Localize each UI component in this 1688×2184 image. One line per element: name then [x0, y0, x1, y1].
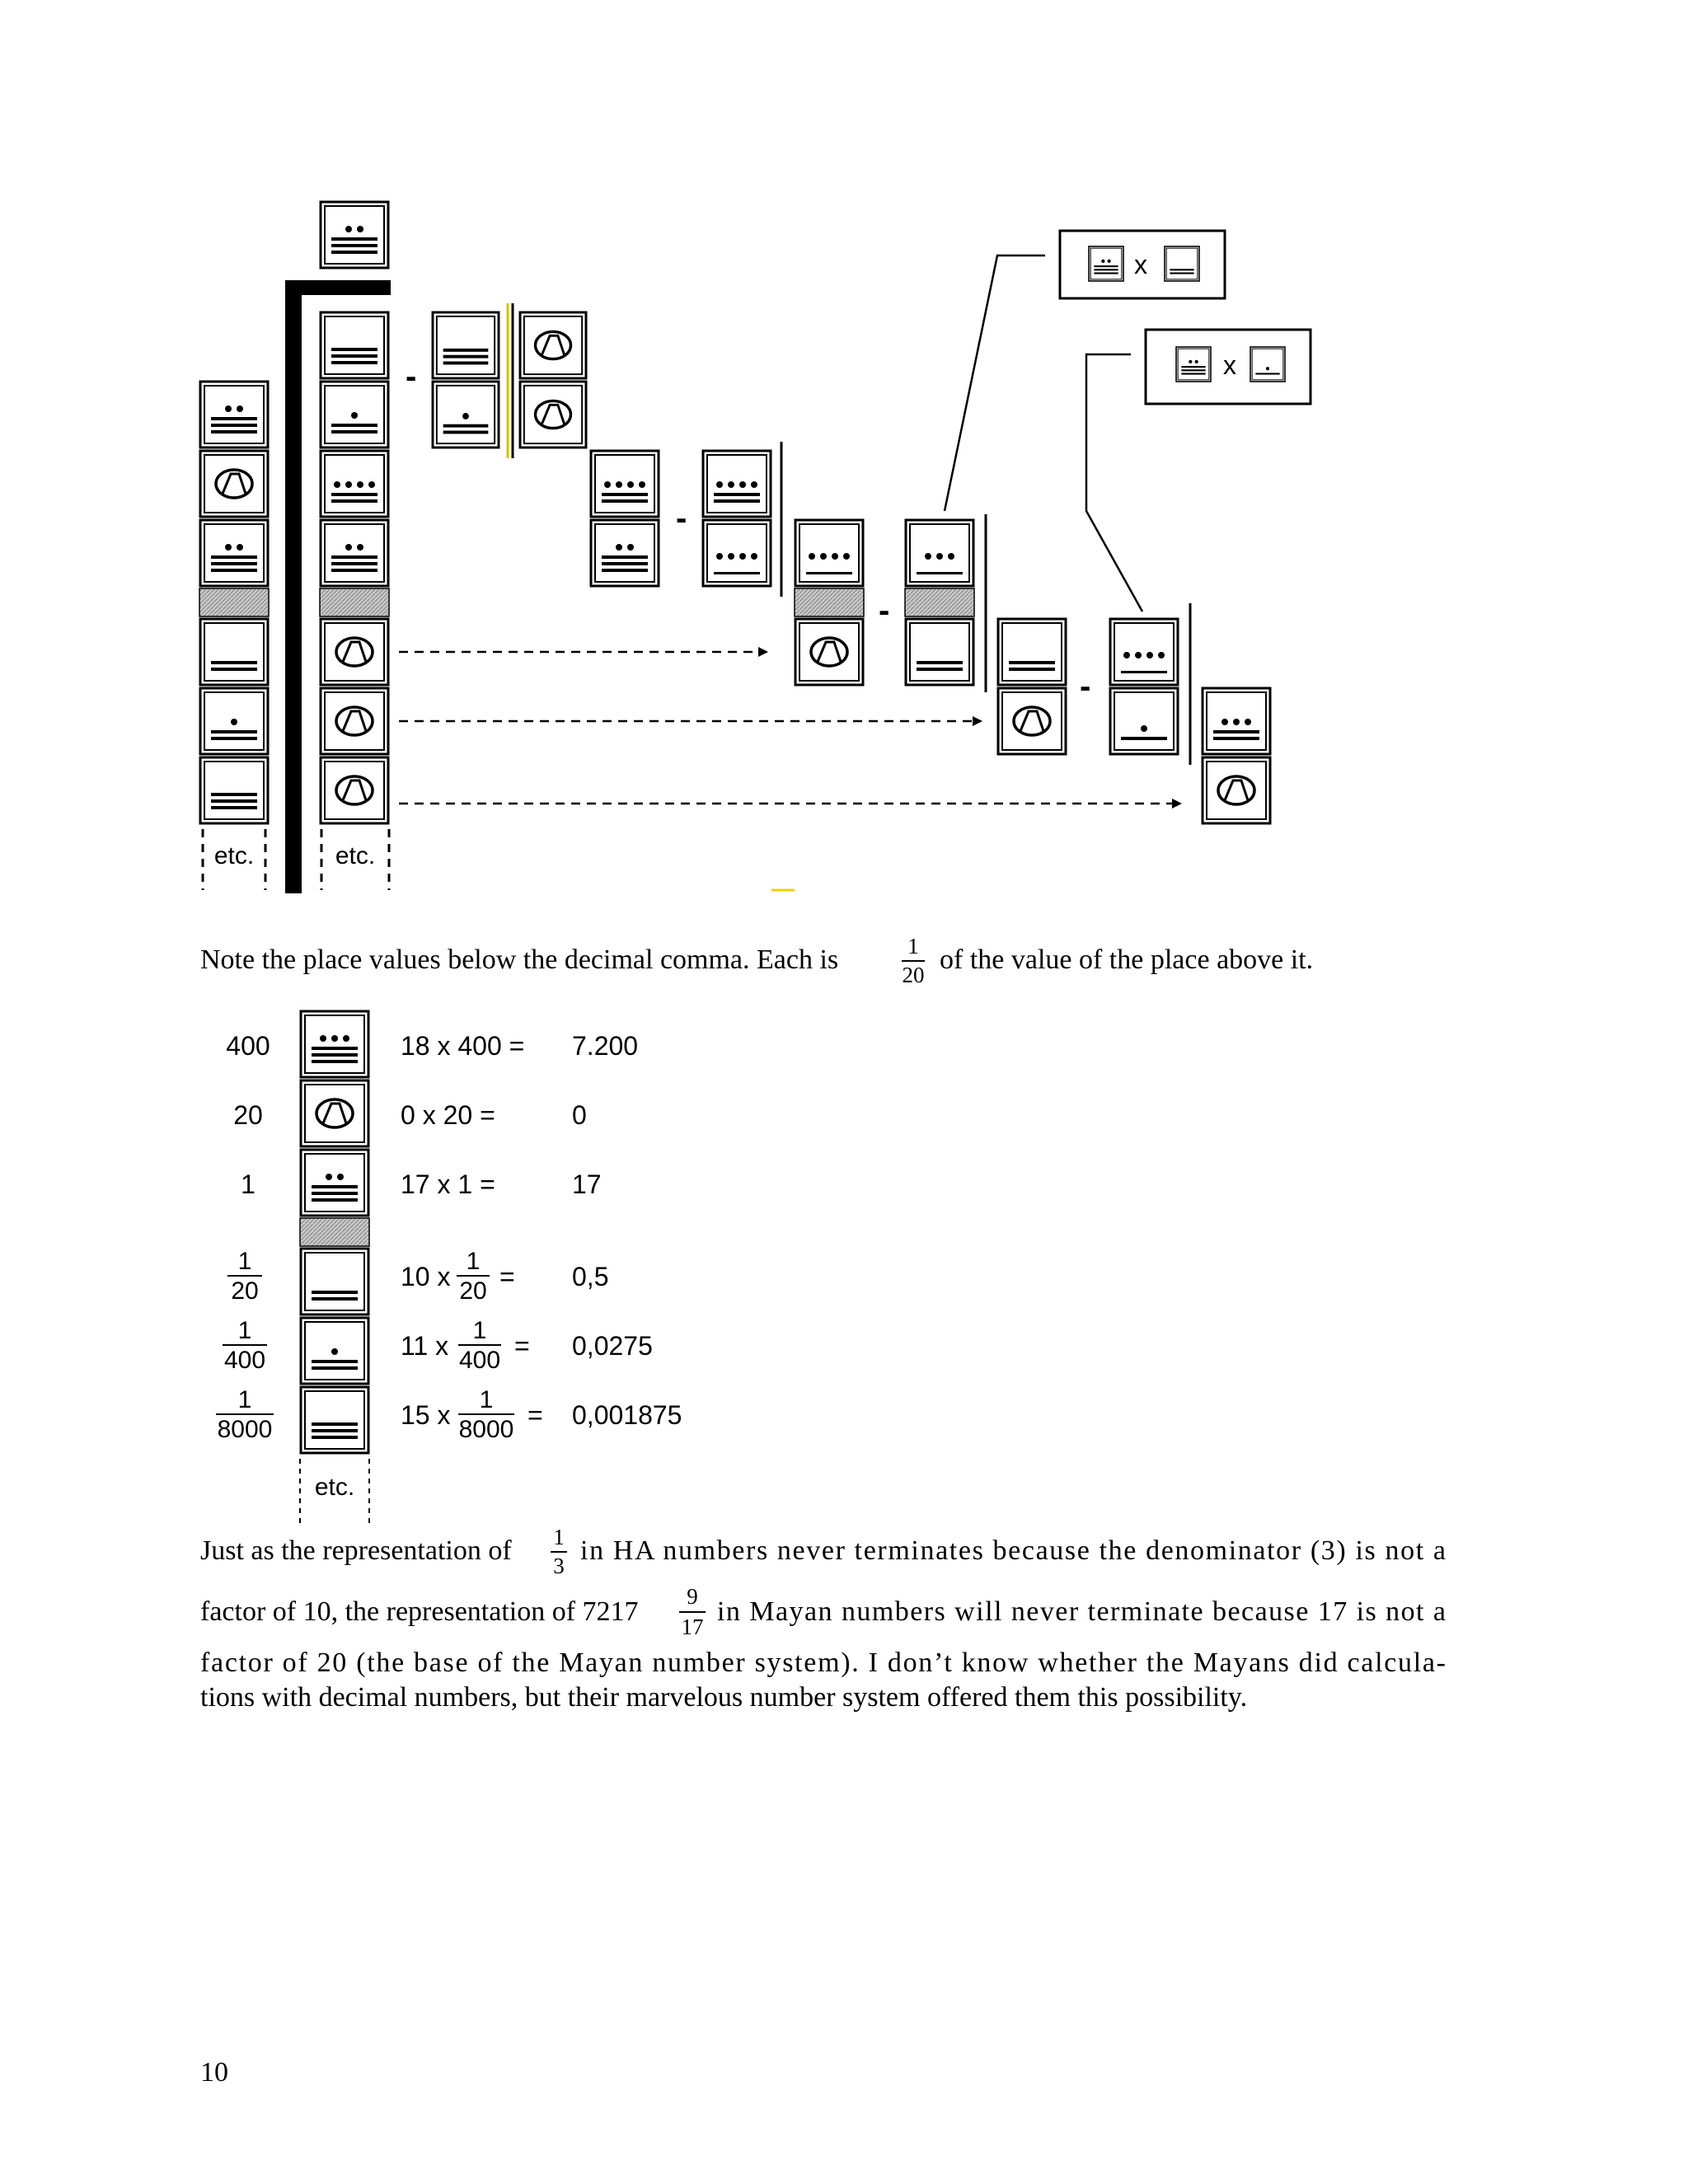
mayan-digit-15	[301, 1387, 368, 1453]
equals-sign: =	[514, 1331, 530, 1361]
place-value-denominator: 20	[231, 1277, 259, 1305]
subtraction-step-1	[406, 303, 586, 458]
decimal-comma-cell	[320, 588, 389, 616]
place-value-20: 20	[233, 1100, 263, 1130]
mayan-digit-0	[998, 688, 1066, 754]
mayan-digit-0	[200, 451, 268, 517]
mayan-digit-6	[1250, 347, 1285, 382]
dividend-column	[199, 382, 269, 890]
callout-pointer	[1086, 354, 1142, 612]
mayan-digit-11	[321, 382, 388, 448]
mayan-digit-0	[520, 312, 586, 378]
minus-sign: -	[406, 359, 417, 395]
equals-sign: =	[499, 1262, 515, 1291]
mayan-digit-3	[906, 520, 973, 586]
mayan-digit-0	[520, 382, 586, 448]
mayan-division-diagram	[0, 0, 1688, 915]
place-value-numerator: 1	[237, 1317, 252, 1344]
mayan-digit-17	[1176, 347, 1211, 382]
fraction-numerator: 1	[553, 1525, 565, 1549]
etc-label: etc.	[335, 842, 376, 869]
place-value-table	[0, 997, 1688, 1533]
division-bracket-horizontal	[285, 280, 391, 295]
product-result: 7.200	[572, 1031, 639, 1061]
quotient-column	[320, 312, 389, 890]
mayan-digit-0	[795, 619, 863, 685]
mayan-digit-11	[433, 382, 499, 448]
fraction-numerator: 1	[479, 1386, 494, 1413]
page-number: 10	[200, 2057, 228, 2088]
paragraph-line-1a: Just as the representation of	[200, 1535, 512, 1566]
note-line	[0, 923, 1688, 989]
mayan-digit-17	[301, 1150, 368, 1216]
etc-label: etc.	[314, 1474, 355, 1501]
product-result: 0	[572, 1100, 587, 1130]
fraction-denominator: 20	[459, 1277, 487, 1305]
mayan-digit-17	[321, 520, 388, 586]
product-result: 17	[572, 1169, 602, 1199]
note-text-after: of the value of the place above it.	[940, 944, 1314, 975]
mayan-digit-0	[1203, 757, 1270, 823]
place-value-400: 400	[226, 1031, 270, 1061]
note-text-before: Note the place values below the decimal comma. Each is	[200, 944, 839, 975]
mayan-digit-13	[1203, 688, 1270, 754]
mayan-digit-14	[703, 451, 771, 517]
etc-label: etc.	[213, 842, 255, 869]
product-result: 0,5	[572, 1262, 609, 1291]
fraction-numerator: 1	[472, 1317, 487, 1344]
mayan-digit-15	[321, 312, 388, 378]
mayan-digit-11	[301, 1318, 368, 1384]
decimal-comma-cell	[795, 588, 864, 616]
product-expression-prefix: 10 x	[401, 1262, 451, 1291]
decimal-comma-cell	[300, 1218, 369, 1246]
mayan-digit-18	[301, 1011, 368, 1077]
product-expression: 17 x 1 =	[401, 1169, 495, 1199]
place-value-1: 1	[241, 1169, 256, 1199]
mayan-digit-10	[906, 619, 973, 685]
place-value-denominator: 400	[223, 1347, 266, 1374]
mayan-digit-10	[200, 619, 268, 685]
equals-sign: =	[528, 1400, 543, 1430]
minus-sign: -	[879, 593, 890, 629]
subtraction-step-4	[998, 603, 1190, 765]
mayan-digit-15	[200, 757, 268, 823]
times-sign: x	[1223, 350, 1236, 380]
product-expression: 0 x 20 =	[401, 1100, 495, 1130]
mayan-digit-17	[200, 382, 268, 448]
callout-pointer	[945, 255, 1045, 511]
mayan-digit-17	[1089, 246, 1123, 281]
mayan-digit-10	[1165, 246, 1199, 281]
paragraph-line-1b: in HA numbers never terminates because the denominator (3) is not a	[580, 1535, 1446, 1566]
mayan-digit-4	[1110, 619, 1178, 685]
paragraph-line-2a: factor of 10, the representation of 7217	[200, 1596, 639, 1627]
mayan-digit-0	[321, 757, 388, 823]
paragraph-line-4: tions with decimal numbers, but their marvelous number system offered them this possibility.	[200, 1682, 1248, 1713]
place-value-numerator: 1	[237, 1386, 252, 1413]
explanation-paragraph	[0, 1525, 1688, 1731]
mayan-digit-4	[703, 520, 771, 586]
times-sign: x	[1134, 250, 1147, 279]
mayan-digit-0	[321, 688, 388, 754]
fraction-denominator: 8000	[458, 1416, 514, 1443]
product-result: 0,001875	[572, 1400, 682, 1430]
decimal-comma-cell	[905, 588, 974, 616]
mayan-digit-6	[1110, 688, 1178, 754]
divisor	[321, 202, 388, 268]
paragraph-line-3: factor of 20 (the base of the Mayan number system). I don’t know whether the Mayans did calcula-	[200, 1647, 1446, 1678]
fraction-numerator: 1	[907, 934, 919, 958]
fraction-denominator: 17	[681, 1615, 704, 1639]
paragraph-line-2b: in Mayan numbers will never terminate because 17 is not a	[717, 1596, 1446, 1627]
fraction-denominator: 400	[458, 1347, 501, 1374]
place-value-denominator: 8000	[217, 1416, 273, 1443]
product-expression-prefix: 15 x	[401, 1400, 451, 1430]
mayan-digit-11	[200, 688, 268, 754]
fraction-numerator: 1	[466, 1248, 481, 1275]
fraction-numerator: 9	[687, 1584, 698, 1609]
product-expression: 18 x 400 =	[401, 1031, 525, 1061]
mayan-digit-0	[321, 619, 388, 685]
fraction-denominator: 3	[553, 1554, 565, 1578]
mayan-digit-14	[321, 451, 388, 517]
mayan-digit-10	[998, 619, 1066, 685]
minus-sign: -	[1080, 668, 1091, 705]
product-expression-prefix: 11 x	[401, 1331, 449, 1361]
decimal-comma-cell	[199, 588, 269, 616]
mayan-digit-17	[200, 520, 268, 586]
place-value-numerator: 1	[237, 1248, 252, 1275]
product-result: 0,0275	[572, 1331, 653, 1361]
subtraction-step-3	[795, 514, 986, 692]
mayan-digit-0	[301, 1080, 368, 1146]
subtraction-step-2	[591, 442, 781, 597]
mayan-digit-10	[301, 1249, 368, 1315]
mayan-digit-4	[795, 520, 863, 586]
division-bracket-vertical	[285, 280, 302, 893]
mayan-digit-15	[433, 312, 499, 378]
multiplication-callout-2	[1086, 330, 1311, 612]
mayan-digit-14	[591, 451, 659, 517]
fraction-denominator: 20	[902, 963, 925, 987]
minus-sign: -	[676, 500, 687, 537]
mayan-digit-17	[591, 520, 659, 586]
remainder	[1203, 688, 1270, 823]
